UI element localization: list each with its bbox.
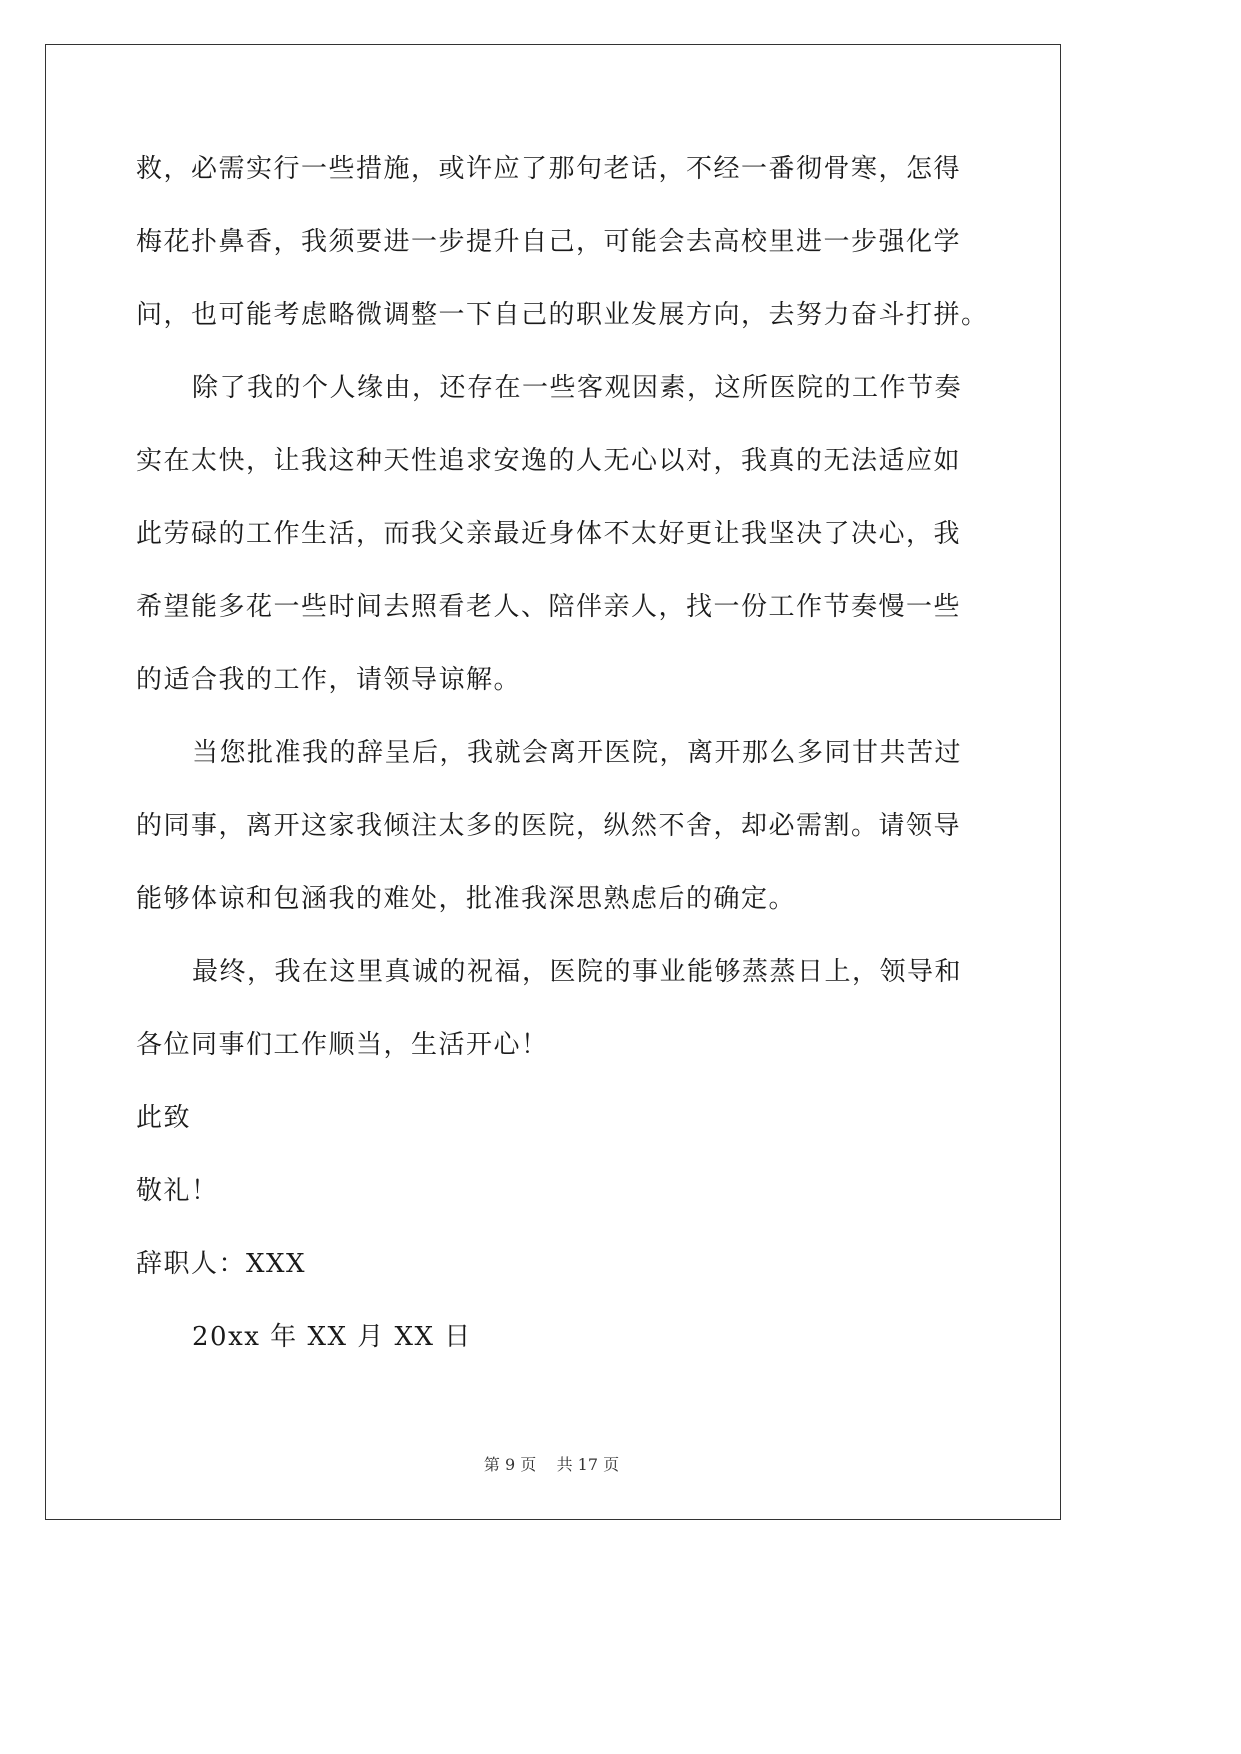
body-line: 问，也可能考虑略微调整一下自己的职业发展方向，去努力奋斗打拼。 [136, 300, 989, 330]
paragraph-start-line: 当您批准我的辞呈后，我就会离开医院，离开那么多同甘共苦过 [192, 738, 963, 768]
body-line: 能够体谅和包涵我的难处，批准我深思熟虑后的确定。 [136, 884, 797, 914]
body-line: 希望能多花一些时间去照看老人、陪伴亲人，找一份工作节奏慢一些 [136, 592, 962, 622]
document-body [136, 146, 989, 1387]
body-line: 的同事，离开这家我倾注太多的医院，纵然不舍，却必需割。请领导 [136, 811, 962, 841]
body-line: 各位同事们工作顺当，生活开心！ [136, 1030, 549, 1060]
closing-regards: 敬礼！ [136, 1176, 219, 1206]
paragraph-start-line: 除了我的个人缘由，还存在一些客观因素，这所医院的工作节奏 [192, 373, 963, 403]
paragraph-start-line: 最终，我在这里真诚的祝福，医院的事业能够蒸蒸日上，领导和 [192, 957, 963, 987]
date-line: 20xx 年 XX 月 XX 日 [192, 1322, 472, 1352]
body-line: 此劳碌的工作生活，而我父亲最近身体不太好更让我坚决了决心，我 [136, 519, 962, 549]
closing-salutation: 此致 [136, 1103, 192, 1133]
body-line: 救，必需实行一些措施，或许应了那句老话，不经一番彻骨寒，怎得 [136, 154, 962, 184]
page-number-footer: 第 9 页 共 17 页 [483, 1455, 620, 1474]
body-line: 梅花扑鼻香，我须要进一步提升自己，可能会去高校里进一步强化学 [136, 227, 962, 257]
signature-line: 辞职人：XXX [136, 1249, 307, 1279]
body-line: 的适合我的工作，请领导谅解。 [136, 665, 522, 695]
body-line: 实在太快，让我这种天性追求安逸的人无心以对，我真的无法适应如 [136, 446, 962, 476]
